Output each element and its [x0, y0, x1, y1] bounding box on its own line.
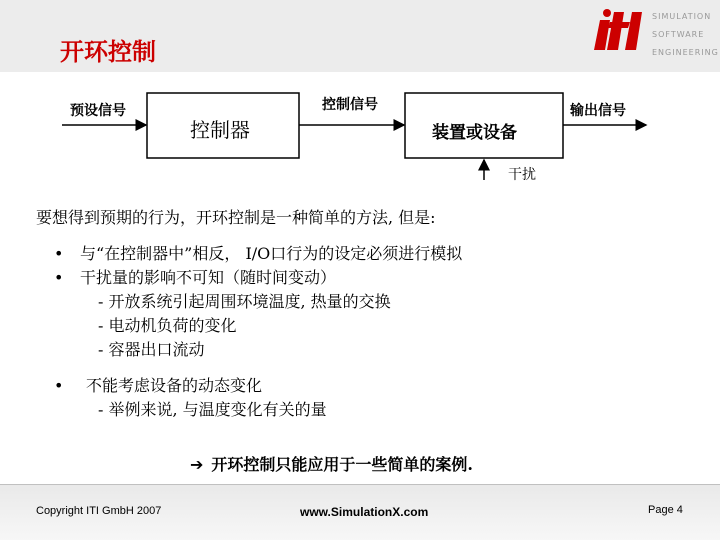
copyright-text: Copyright ITI GmbH 2007	[36, 505, 162, 517]
right-arrow-icon: ➔	[190, 455, 204, 474]
bullet-dot: •	[54, 376, 64, 395]
logo-word-simulation: SIMULATION	[652, 12, 712, 21]
logo-word-engineering: ENGINEERING	[652, 48, 719, 57]
page-number: Page 4	[648, 504, 683, 516]
slide-title: 开环控制	[60, 38, 156, 66]
bullet-2-sub-2: - 电动机负荷的变化	[98, 316, 237, 335]
setpoint-label: 预设信号	[70, 103, 126, 119]
bullet-2-sub-1: - 开放系统引起周围环境温度, 热量的交换	[98, 292, 391, 311]
bullet-2-sub-3: - 容器出口流动	[98, 340, 205, 359]
control-signal-label: 控制信号	[322, 97, 378, 113]
plant-label: 装置或设备	[432, 123, 517, 143]
intro-text: 要想得到预期的行为，开环控制是一种简单的方法, 但是:	[36, 208, 436, 227]
bullet-2-text: 干扰量的影响不可知（随时间变动）	[80, 268, 337, 287]
logo-word-software: SOFTWARE	[652, 30, 705, 39]
bullet-3-text: 不能考虑设备的动态变化	[86, 376, 263, 395]
conclusion-text: 开环控制只能应用于一些简单的案例.	[211, 455, 473, 474]
bullet-1-text: 与“在控制器中”相反， I/O口行为的设定必须进行模拟	[80, 244, 463, 263]
output-label: 输出信号	[570, 103, 626, 119]
bullet-dot: •	[54, 244, 64, 263]
bullet-dot: •	[54, 268, 64, 287]
website-link[interactable]: www.SimulationX.com	[300, 505, 429, 519]
controller-label: 控制器	[190, 118, 250, 142]
conclusion	[190, 452, 473, 475]
bullet-3-sub-1: - 举例来说, 与温度变化有关的量	[98, 400, 327, 419]
disturbance-label: 干扰	[508, 167, 536, 183]
